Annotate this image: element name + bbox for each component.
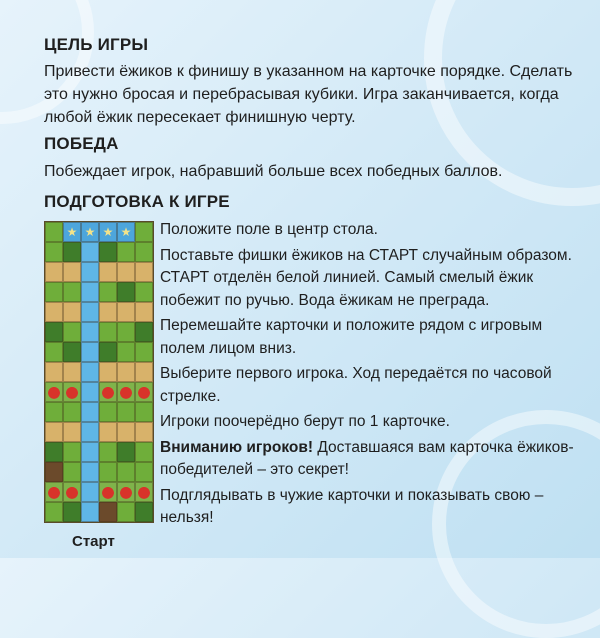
board-tile-sand [99, 302, 117, 322]
board-tile-grass [45, 282, 63, 302]
board-tile-sand [117, 262, 135, 282]
board-tile-apple [45, 482, 63, 502]
board-tile-dark [99, 242, 117, 262]
board-tile-sand [63, 302, 81, 322]
board-tile-sand [117, 302, 135, 322]
board-tile-apple [135, 482, 153, 502]
board-tile-sand [45, 262, 63, 282]
board-tile-sand [135, 362, 153, 382]
board-tile-sand [63, 262, 81, 282]
board-tile-apple [63, 482, 81, 502]
board-tile-water [81, 502, 99, 522]
board-tile-grass [45, 402, 63, 422]
board-tile-water [81, 302, 99, 322]
board-tile-apple [99, 382, 117, 402]
board-tile-grass [63, 402, 81, 422]
victory-heading: ПОБЕДА [44, 134, 119, 153]
board-tile-star: ★ [63, 222, 81, 242]
board-tile-grass [45, 502, 63, 522]
board-tile-wood [45, 462, 63, 482]
goal-heading: ЦЕЛЬ ИГРЫ [44, 35, 149, 54]
board-tile-dark [45, 442, 63, 462]
board-tile-sand [135, 422, 153, 442]
board-tile-grass [135, 242, 153, 262]
board-tile-water [81, 382, 99, 402]
board-tile-grass [45, 222, 63, 242]
board-tile-grass [117, 242, 135, 262]
board-tile-sand [63, 362, 81, 382]
board-tile-water [81, 462, 99, 482]
board-tile-grass [63, 282, 81, 302]
board-tile-sand [117, 422, 135, 442]
board-tile-grass [45, 242, 63, 262]
board-tile-apple [117, 382, 135, 402]
board-tile-grass [117, 402, 135, 422]
board-tile-sand [117, 362, 135, 382]
board-tile-grass [99, 462, 117, 482]
board-tile-grass [117, 462, 135, 482]
setup-step: Выберите первого игрока. Ход передаётся по часовой стрелке. [160, 365, 552, 405]
board-tile-dark [99, 342, 117, 362]
board-tile-sand [135, 262, 153, 282]
attention-note [160, 437, 590, 482]
setup-steps [160, 219, 590, 533]
board-tile-dark [135, 322, 153, 342]
start-label: Старт [72, 533, 115, 550]
board-tile-grass [135, 442, 153, 462]
board-tile-grass [99, 282, 117, 302]
board-tile-grass [63, 462, 81, 482]
board-tile-water [81, 342, 99, 362]
board-tile-grass [135, 462, 153, 482]
board-tile-water [81, 362, 99, 382]
board-tile-water [81, 482, 99, 502]
game-board-image [44, 221, 154, 523]
board-tile-water [81, 282, 99, 302]
board-tile-grass [135, 342, 153, 362]
board-tile-apple [117, 482, 135, 502]
board-tile-water [81, 422, 99, 442]
board-tile-sand [135, 302, 153, 322]
setup-step: Поставьте фишки ёжиков на СТАРТ случайным образом. СТАРТ отделён белой линией. Самый смелый ёжик побежит по ручью. Вода ёжикам не преграда. [160, 246, 572, 309]
board-tile-dark [63, 242, 81, 262]
board-tile-water [81, 402, 99, 422]
board-tile-apple [135, 382, 153, 402]
setup-step: Перемешайте карточки и положите рядом с игровым полем лицом вниз. [160, 317, 543, 357]
setup-step: Игроки поочерёдно берут по 1 карточке. [160, 413, 450, 430]
board-tile-grass [135, 222, 153, 242]
setup-heading: ПОДГОТОВКА К ИГРЕ [44, 192, 230, 211]
board-tile-grass [63, 442, 81, 462]
board-tile-dark [63, 502, 81, 522]
board-tile-grass [45, 342, 63, 362]
board-tile-dark [135, 502, 153, 522]
board-tile-wood [99, 502, 117, 522]
board-tile-grass [99, 442, 117, 462]
board-tile-grass [117, 322, 135, 342]
attention-text: Доставшаяся вам карточка ёжиков-победителей – это секрет! [160, 438, 574, 478]
board-tile-sand [45, 362, 63, 382]
board-tile-apple [99, 482, 117, 502]
board-tile-water [81, 442, 99, 462]
board-tile-sand [99, 422, 117, 442]
board-tile-star: ★ [81, 222, 99, 242]
setup-step: Подглядывать в чужие карточки и показывать свою – нельзя! [160, 486, 544, 526]
goal-text: Привести ёжиков к финишу в указанном на карточке порядке. Сделать это нужно бросая и перебрасывая кубики. Игра заканчивается, когда любой ёжик пересекает финишную черту. [44, 63, 573, 126]
board-tile-star: ★ [117, 222, 135, 242]
board-tile-grass [117, 502, 135, 522]
board-tile-grass [135, 402, 153, 422]
setup-step: Положите поле в центр стола. [160, 221, 378, 238]
board-tile-grass [117, 342, 135, 362]
board-tile-sand [45, 422, 63, 442]
board-tile-sand [63, 422, 81, 442]
victory-text: Побеждает игрок, набравший больше всех победных баллов. [44, 163, 503, 180]
board-tile-grass [99, 322, 117, 342]
board-tile-sand [99, 362, 117, 382]
board-tile-apple [45, 382, 63, 402]
board-tile-water [81, 322, 99, 342]
board-tile-dark [63, 342, 81, 362]
attention-label: Вниманию игроков! [160, 438, 314, 456]
board-tile-star: ★ [99, 222, 117, 242]
board-tile-grass [135, 282, 153, 302]
board-tile-sand [99, 262, 117, 282]
board-tile-grass [99, 402, 117, 422]
board-tile-dark [117, 282, 135, 302]
board-tile-apple [63, 382, 81, 402]
board-tile-sand [45, 302, 63, 322]
board-tile-dark [45, 322, 63, 342]
board-tile-grass [63, 322, 81, 342]
board-tile-water [81, 242, 99, 262]
board-tile-water [81, 262, 99, 282]
board-tile-dark [117, 442, 135, 462]
